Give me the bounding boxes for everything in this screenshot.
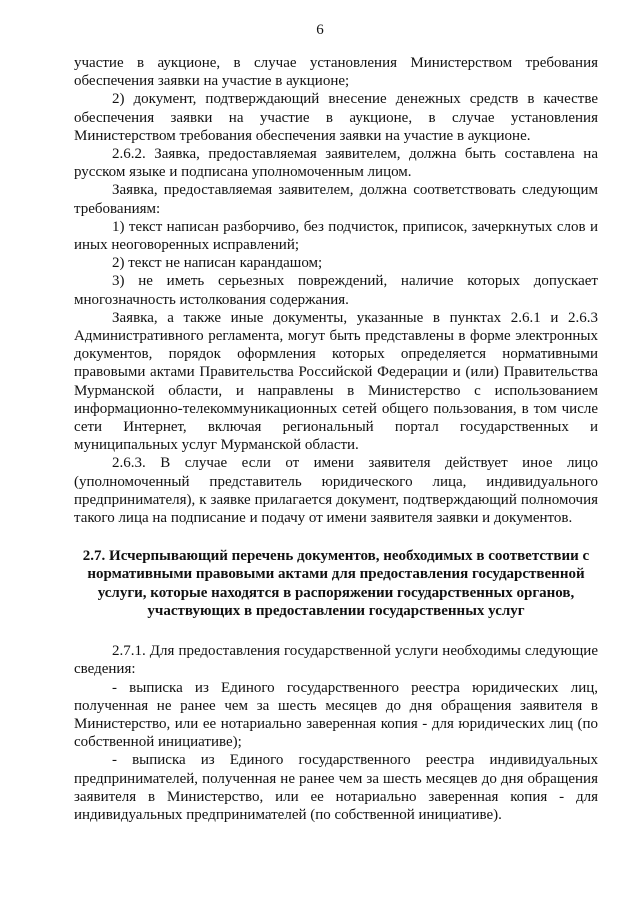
requirement-item-1: 1) текст написан разборчиво, без подчисток, приписок, зачеркнутых слов и иных неоговоренных исправлений; bbox=[74, 218, 598, 254]
requirement-item-2: 2) текст не написан карандашом; bbox=[112, 255, 323, 272]
list-item-entrepreneurs-extract: - выписка из Единого государственного реестра индивидуальных предпринимателей, полученная не ранее чем за шесть месяцев до дня обращения заявителя в Министерство, или ее нотариально заверенная копия - для индивидуальных предпринимателей (по собственной инициативе). bbox=[74, 752, 598, 823]
page-number: 6 bbox=[316, 22, 324, 38]
document-body bbox=[74, 54, 598, 824]
paragraph-2-7-1: 2.7.1. Для предоставления государственной услуги необходимы следующие сведения: bbox=[74, 643, 598, 678]
requirement-item-3: 3) не иметь серьезных повреждений, наличие которых допускает многозначность истолкования содержания. bbox=[74, 273, 598, 308]
paragraph-2-6-3: 2.6.3. В случае если от имени заявителя действует иное лицо (уполномоченный представитель юридического лица, индивидуального предпринимателя), к заявке прилагается документ, подтверждающий полномочия такого лица на подписание и подачу от имени заявителя заявки и документов. bbox=[74, 455, 598, 527]
paragraph-item-2-deposit: 2) документ, подтверждающий внесение денежных средств в качестве обеспечения заявки на участие в аукционе, в случае установления Министерством требования обеспечения заявки на участие в аукционе. bbox=[74, 91, 598, 144]
section-heading-2-7: 2.7. Исчерпывающий перечень документов, необходимых в соответствии с нормативными правовыми актами для предоставления государственной услуги, которые находятся в распоряжении государственных органов, участвующих в предоставлении государственных услуг bbox=[82, 548, 590, 619]
paragraph-2-6-2: 2.6.2. Заявка, предоставляемая заявителем, должна быть составлена на русском языке и подписана уполномоченным лицом. bbox=[74, 146, 598, 181]
list-item-legal-entities-extract: - выписка из Единого государственного реестра юридических лиц, полученная не ранее чем за шесть месяцев до дня обращения заявителя в Министерство, или ее нотариально заверенная копия - для юридических лиц (по собственной инициативе); bbox=[74, 679, 598, 751]
paragraph-requirements-intro: Заявка, предоставляемая заявителем, должна соответствовать следующим требованиям: bbox=[74, 182, 598, 217]
paragraph-electronic-documents: Заявка, а также иные документы, указанные в пунктах 2.6.1 и 2.6.3 Административного регламента, могут быть представлены в форме электронных документов, порядок оформления которых определяется нормативными правовыми актами Правительства Российской Федерации и (или) Правительства Мурманской области, и направлены в Министерство с использованием информационно-телекоммуникационных сетей общего пользования, в том числе сети Интернет, включая региональный портал государственных и муниципальных услуг Мурманской области. bbox=[74, 309, 598, 454]
paragraph-continuation: участие в аукционе, в случае установления Министерством требования обеспечения заявки на участие в аукционе; bbox=[74, 55, 598, 90]
